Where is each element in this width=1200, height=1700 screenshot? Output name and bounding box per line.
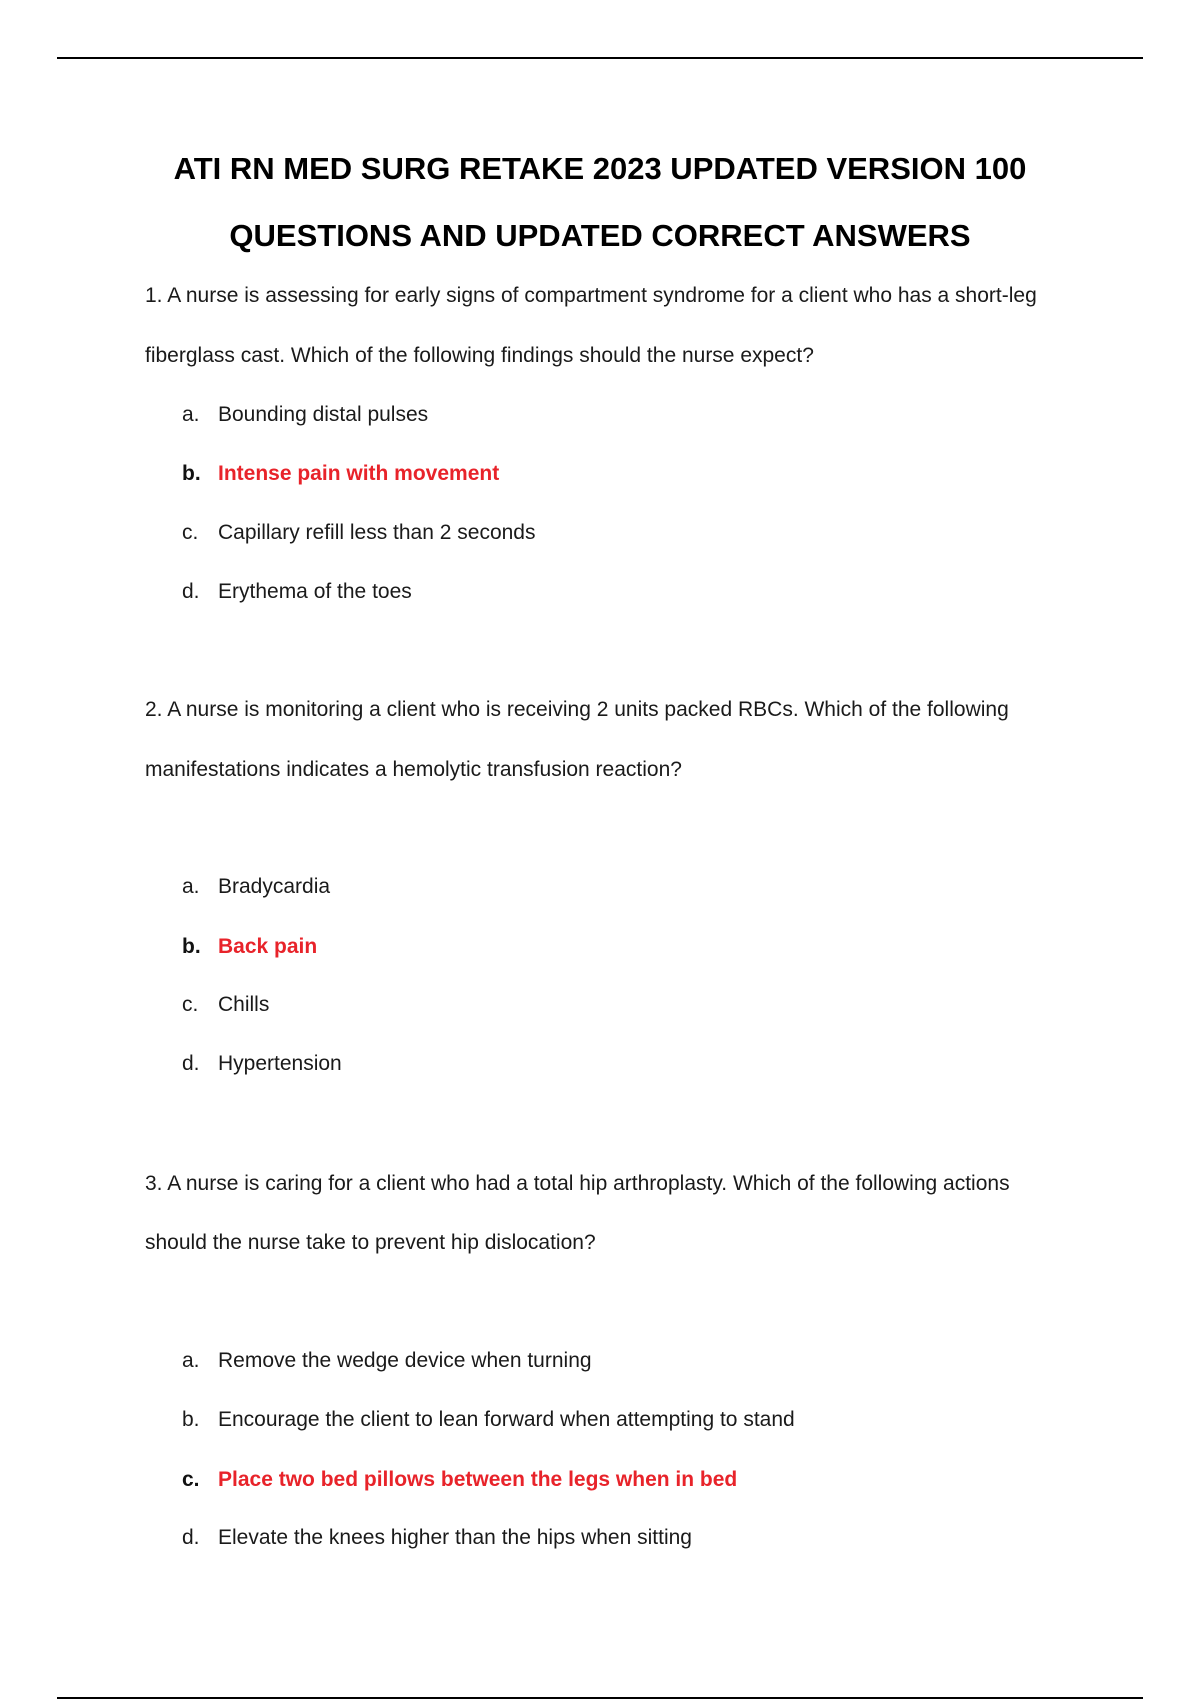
option-letter: d.: [182, 1526, 200, 1549]
question-1-option-a: [182, 402, 428, 428]
question-1-option-c: [182, 520, 535, 546]
question-2-stem-line-1: 2. A nurse is monitoring a client who is receiving 2 units packed RBCs. Which of the following: [145, 698, 1009, 721]
question-1-stem-line-2: fiberglass cast. Which of the following findings should the nurse expect?: [145, 344, 814, 367]
question-1-option-b-correct: [182, 461, 499, 487]
correct-answer-text: Intense pain with movement: [218, 462, 500, 485]
option-letter: c.: [182, 1468, 200, 1491]
correct-answer-text: Place two bed pillows between the legs when in bed: [218, 1468, 738, 1491]
option-text: Elevate the knees higher than the hips when sitting: [218, 1526, 692, 1549]
correct-answer-text: Back pain: [218, 935, 318, 958]
question-2-option-b-correct: [182, 934, 317, 960]
option-text: Encourage the client to lean forward when attempting to stand: [218, 1408, 795, 1431]
question-2-option-c: [182, 992, 269, 1018]
question-1-option-d: [182, 579, 412, 605]
option-text: Capillary refill less than 2 seconds: [218, 521, 536, 544]
question-3-option-d: [182, 1525, 692, 1551]
option-text: Bounding distal pulses: [218, 403, 429, 426]
option-letter: a.: [182, 1349, 200, 1372]
option-text: Chills: [218, 993, 270, 1016]
question-1-stem-line-1: 1. A nurse is assessing for early signs of compartment syndrome for a client who has a short-leg: [145, 284, 1037, 307]
document-title-line-2: QUESTIONS AND UPDATED CORRECT ANSWERS: [229, 218, 971, 253]
header-rule: [57, 57, 1143, 59]
question-3-option-c-correct: [182, 1467, 737, 1493]
option-letter: b.: [182, 1408, 200, 1431]
footer-rule: [57, 1697, 1143, 1699]
option-letter: d.: [182, 580, 200, 603]
option-text: Erythema of the toes: [218, 580, 412, 603]
question-2-option-d: [182, 1051, 342, 1077]
option-letter: d.: [182, 1052, 200, 1075]
question-3-option-b: [182, 1407, 795, 1433]
option-letter: b.: [182, 462, 201, 485]
option-letter: b.: [182, 935, 201, 958]
option-text: Hypertension: [218, 1052, 342, 1075]
question-3-stem-line-2: should the nurse take to prevent hip dislocation?: [145, 1231, 596, 1254]
option-text: Remove the wedge device when turning: [218, 1349, 592, 1372]
option-letter: a.: [182, 403, 200, 426]
question-3-option-a: [182, 1348, 592, 1374]
question-2-option-a: [182, 874, 330, 900]
question-3-stem-line-1: 3. A nurse is caring for a client who had a total hip arthroplasty. Which of the following actions: [145, 1172, 1010, 1195]
question-2-stem-line-2: manifestations indicates a hemolytic transfusion reaction?: [145, 758, 682, 781]
document-title-line-1: ATI RN MED SURG RETAKE 2023 UPDATED VERSION 100: [173, 151, 1027, 186]
option-letter: a.: [182, 875, 200, 898]
option-text: Bradycardia: [218, 875, 331, 898]
option-letter: c.: [182, 993, 199, 1016]
option-letter: c.: [182, 521, 199, 544]
